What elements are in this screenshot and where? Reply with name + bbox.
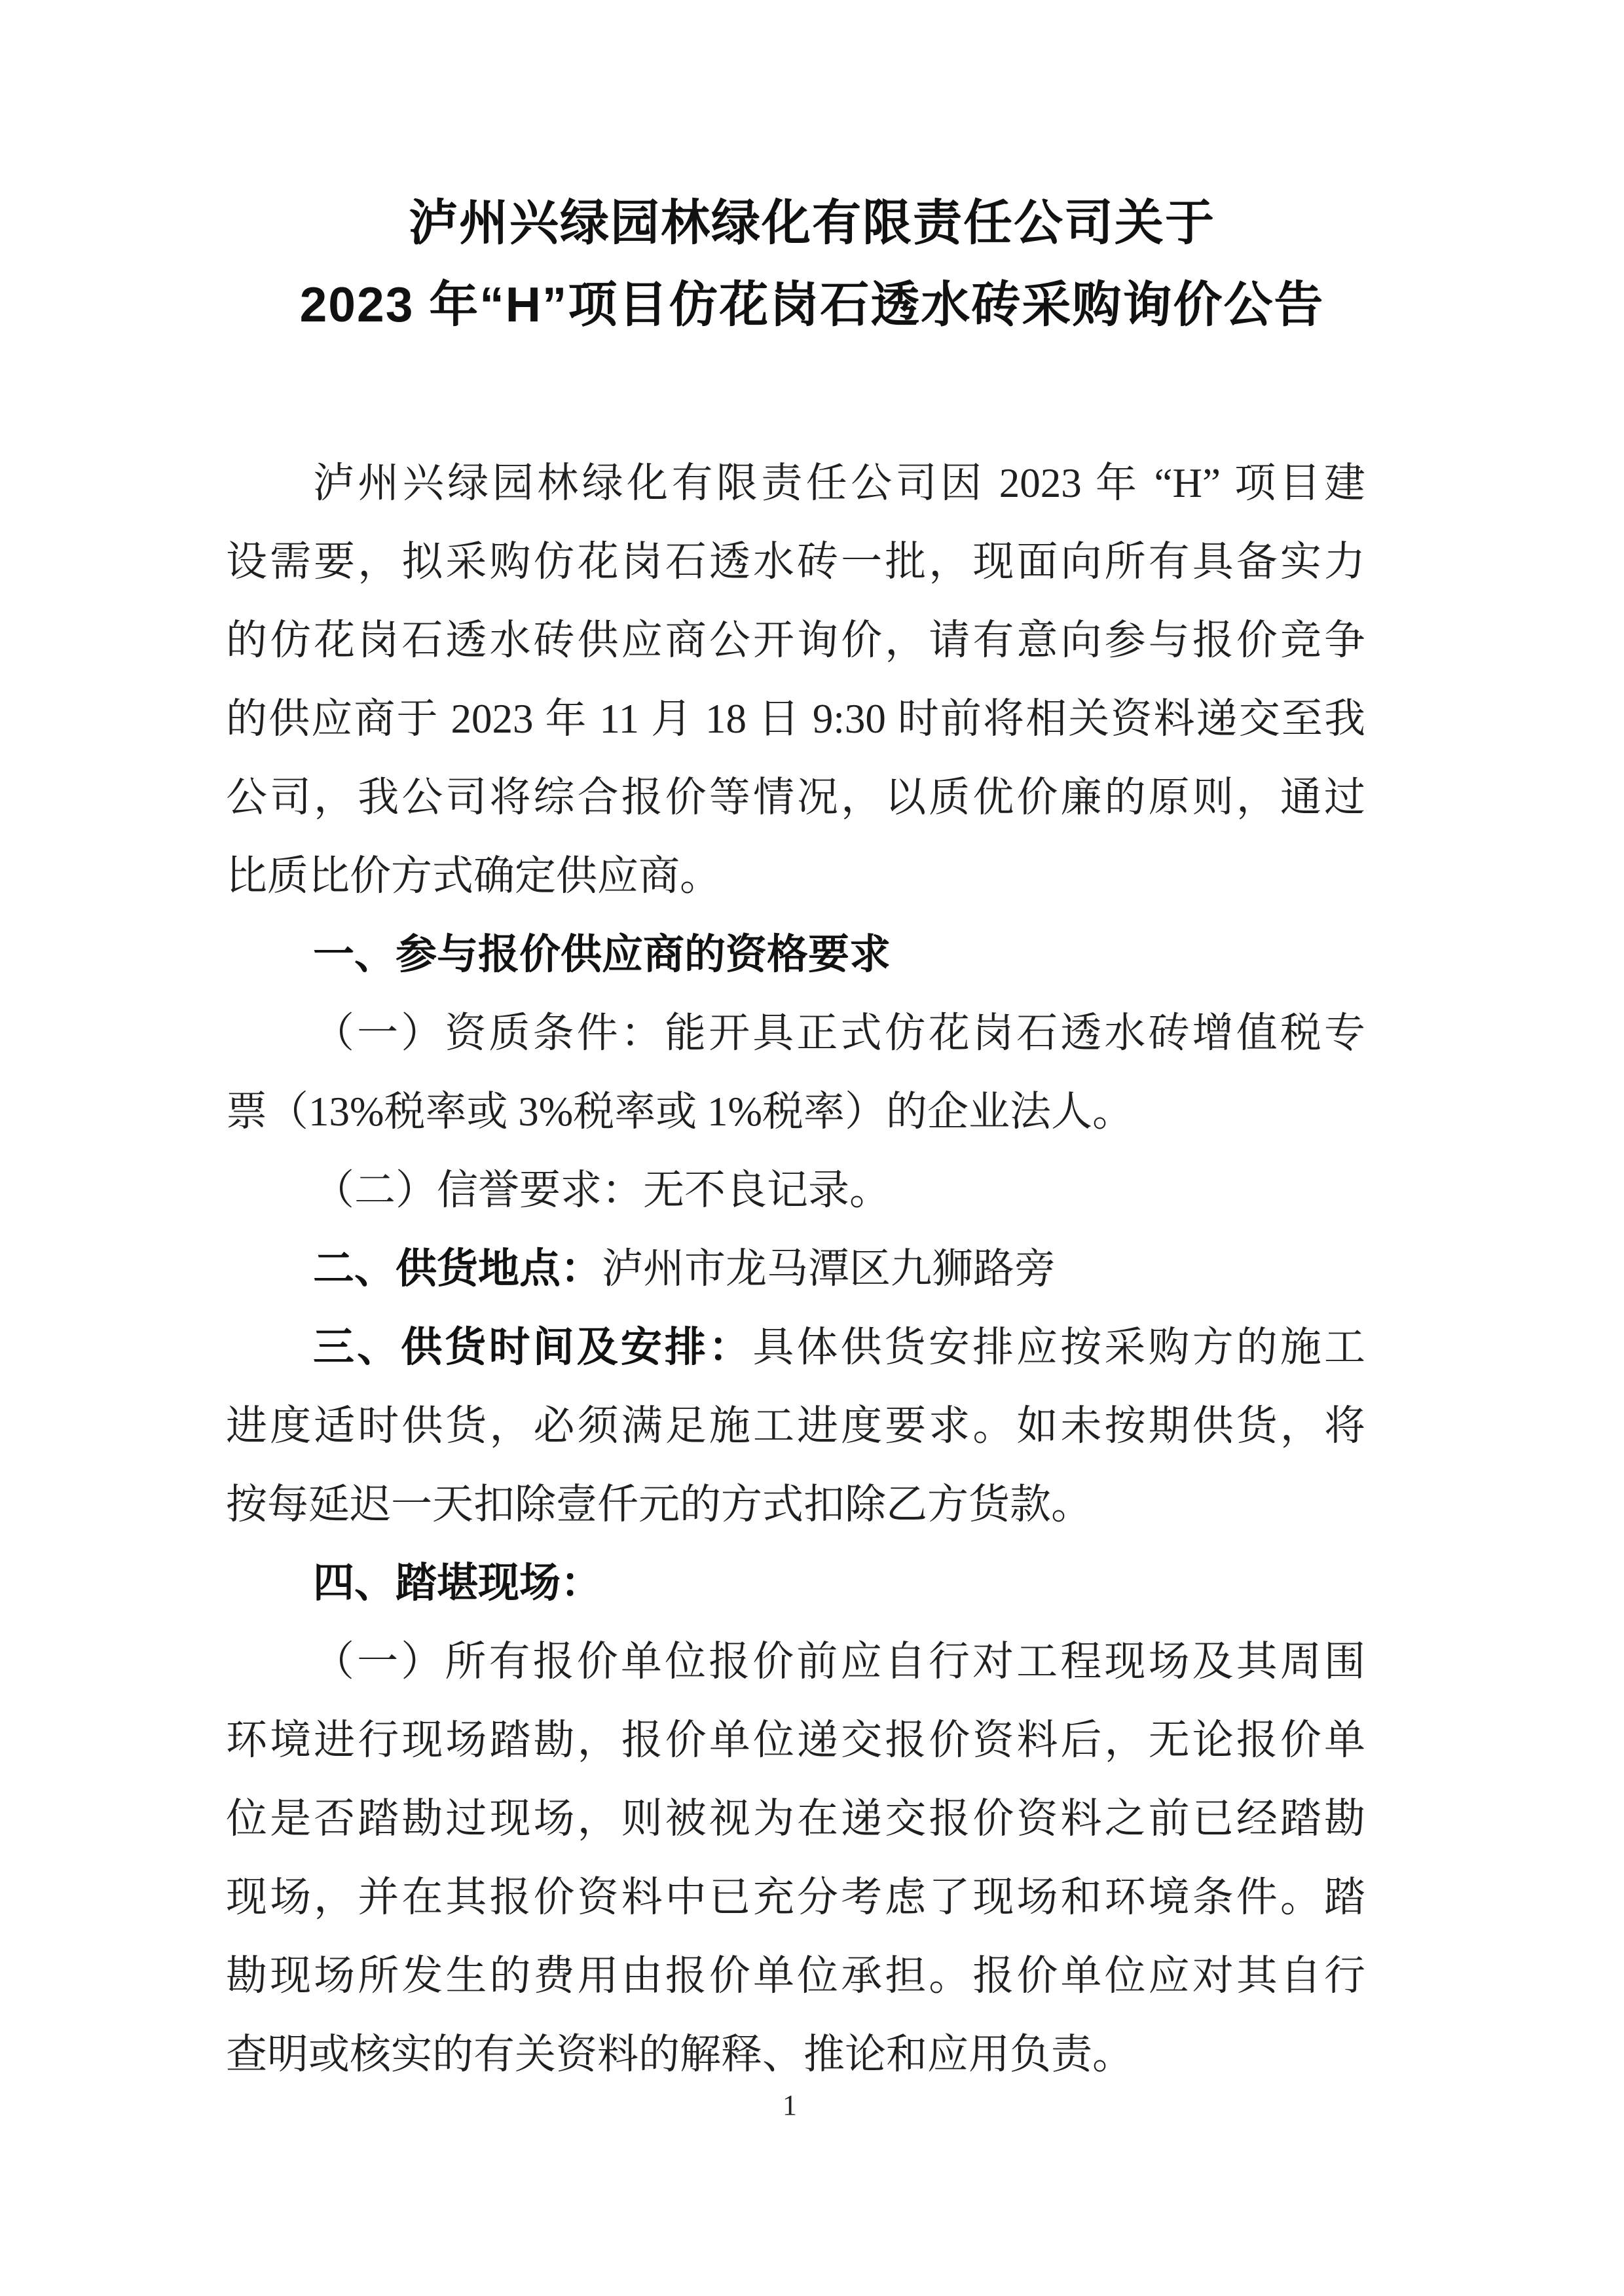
section3-heading-line <box>226 1308 1365 1387</box>
section4-item1-line3: 位是否踏勘过现场，则被视为在递交报价资料之前已经踏勘 <box>226 1796 1365 1842</box>
section1-item2: （二）信誉要求：无不良记录。 <box>313 1167 891 1213</box>
paragraph1-line4: 的供应商于 2023 年 11 月 18 日 9:30 时前将相关资料递交至我 <box>226 696 1365 742</box>
section1-heading: 一、参与报价供应商的资格要求 <box>313 932 891 977</box>
section4-item1-line6: 查明或核实的有关资料的解释、推论和应用负责。 <box>226 2032 1134 2077</box>
document-title <box>0 0 1624 346</box>
section2-heading-line <box>226 1230 1365 1308</box>
section2-heading-label: 二、供货地点： <box>313 1246 602 1292</box>
section1-item1-line2: 票（13%税率或 3%税率或 1%税率）的企业法人。 <box>226 1089 1134 1135</box>
section3-line2: 进度适时供货，必须满足施工进度要求。如未按期供货，将 <box>226 1403 1365 1449</box>
section3-line3: 按每延迟一天扣除壹仟元的方式扣除乙方货款。 <box>226 1482 1092 1527</box>
section4-item1-line4: 现场，并在其报价资料中已充分考虑了现场和环境条件。踏 <box>226 1874 1365 1920</box>
paragraph1-line1: 泸州兴绿园林绿化有限责任公司因 2023 年 “H” 项目建 <box>313 460 1365 506</box>
paragraph1-line3: 的仿花岗石透水砖供应商公开询价，请有意向参与报价竞争 <box>226 617 1365 663</box>
paragraph1-line6: 比质比价方式确定供应商。 <box>226 853 721 899</box>
section3-heading-value: 具体供货安排应按采购方的施工 <box>752 1324 1366 1370</box>
page-number: 1 <box>783 2089 797 2121</box>
section4-item1-line5: 勘现场所发生的费用由报价单位承担。报价单位应对其自行 <box>226 1953 1365 1999</box>
document-body <box>226 444 1365 2094</box>
title-line-1: 泸州兴绿园林绿化有限责任公司关于 <box>408 195 1215 250</box>
section4-item1-line1: （一）所有报价单位报价前应自行对工程现场及其周围 <box>313 1639 1365 1685</box>
paragraph1-line2: 设需要，拟采购仿花岗石透水砖一批，现面向所有具备实力 <box>226 539 1365 585</box>
section4-heading: 四、踏堪现场： <box>313 1560 602 1606</box>
title-line-2: 2023 年“H”项目仿花岗石透水砖采购询价公告 <box>299 277 1325 332</box>
section1-item1-line1: （一）资质条件：能开具正式仿花岗石透水砖增值税专 <box>313 1010 1365 1056</box>
paragraph1-line5: 公司，我公司将综合报价等情况，以质优价廉的原则，通过 <box>226 774 1365 820</box>
section3-heading-label: 三、供货时间及安排： <box>313 1324 753 1370</box>
section2-heading-value: 泸州市龙马潭区九狮路旁 <box>602 1246 1056 1292</box>
section4-item1-line2: 环境进行现场踏勘，报价单位递交报价资料后，无论报价单 <box>226 1717 1365 1763</box>
